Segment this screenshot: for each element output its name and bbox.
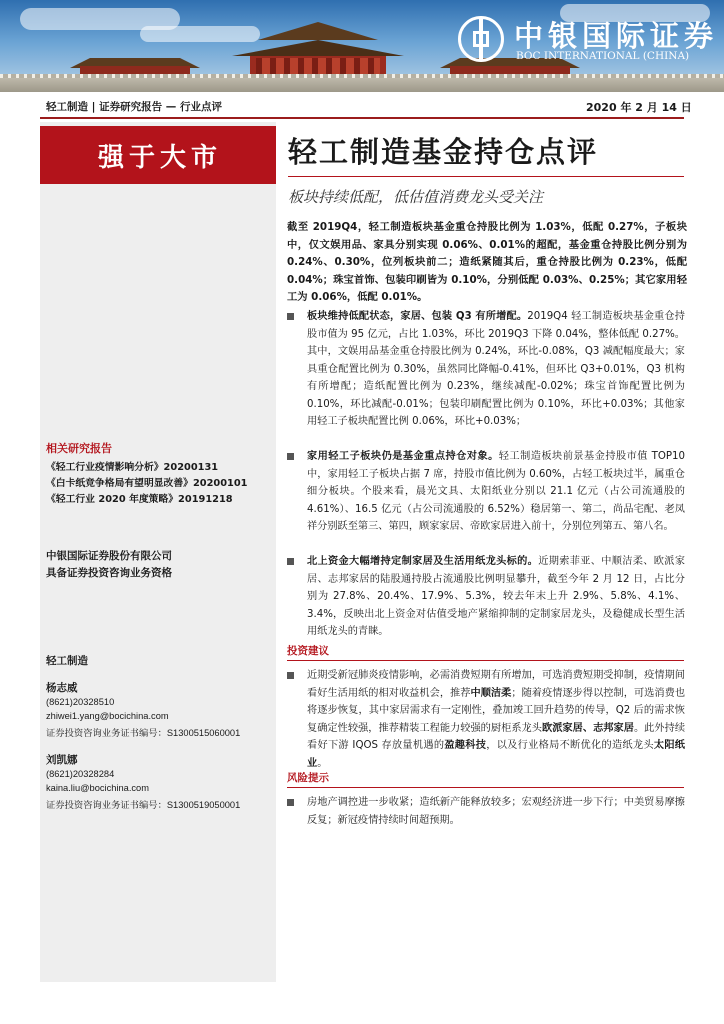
advice-stock: 中顺洁柔 — [470, 687, 512, 699]
brand-name-cn: 中银国际证券 — [514, 19, 719, 53]
analyst-name: 刘凯娜 — [46, 754, 78, 766]
advice-text: ；随着疫情逐步得以控制，可选消费也将逐步恢复，其中家居需求有一定刚性，叠加竣工回升趋势的传导，Q2 后的需求恢复确定性较强，推荐精装工程能力较强的厨柜系龙头 — [307, 687, 686, 734]
bullet-body: 近期索菲亚、中顺洁柔、欧派家居、志邦家居的陆股通持股占流通股比例明显攀升，截至今年 2 月 12 日，占比分别为 27.8%、20.4%、17.9%、5.3%，较去年末上升 2.9%、5.8%、4.1%、3.4%，反映出北上资金对估值受地产紧缩抑制的定制家居龙头，及稳健成长型生活用纸龙头的青睐。 — [307, 556, 686, 637]
report-title: 轻工制造基金持仓点评 — [288, 135, 599, 169]
risk-text: 房地产调控进一步收紧；造纸新产能释放较多；宏观经济进一步下行；中美贸易摩擦反复；新冠疫情持续时间超预期。 — [307, 797, 685, 826]
bullet-body: 2019Q4 轻工制造板块基金重仓持股市值为 95 亿元，占比 1.03%，环比 2019Q3 下降 0.04%，整体低配 0.27%。其中，文娱用品基金重仓持股比例为 0.24%，环比-0.08%，Q3 减配幅度最大；家具重仓配置比例为 0.30%，虽然同比降幅-0.41%，但环比 Q3+0.01%，Q3 机构有所增配；造纸配置比例为 0.23%，继续减配-0.02%；珠宝首饰配置比例为 0.10%，环比减配-0.01%；包装印刷配置比例为 0.10%，环比+0.03%；其他家用轻工子板块配置比例 0.06%，环比+0.03%； — [307, 311, 685, 427]
sector-label: 轻工制造 — [46, 655, 88, 667]
related-report-item[interactable]: 《轻工行业疫情影响分析》20200131 — [46, 462, 219, 473]
brand-name-en: BOC INTERNATIONAL (CHINA) — [516, 50, 690, 62]
breadcrumb: 轻工制造 | 证券研究报告 — 行业点评 — [46, 101, 222, 113]
related-report-item[interactable]: 《白卡纸竞争格局有望明显改善》20200101 — [46, 478, 248, 489]
advice-text: 。此外持续看好下游 IQOS 存放量机遇的 — [307, 722, 686, 751]
advice-stock: 盈趣科技 — [444, 740, 487, 751]
bullet-square-icon — [287, 799, 294, 806]
header-banner — [0, 0, 724, 92]
analyst-email[interactable]: zhiwei1.yang@bocichina.com — [46, 711, 169, 721]
analyst-phone: (8621)20328284 — [46, 769, 115, 779]
bullet-lead: 家用轻工子板块仍是基金重点持仓对象。 — [307, 451, 499, 462]
analyst-name: 杨志威 — [46, 682, 78, 694]
title-divider — [288, 176, 684, 177]
advice-text: ，以及行业格局不断优化的造纸龙头 — [486, 740, 654, 751]
advice-text: 近期受新冠肺炎疫情影响，必需消费短期有所增加，可选消费短期受抑制，疫情期间看好生活用纸的相对收益机会，推荐 — [307, 670, 685, 699]
report-date: 2020 年 2 月 14 日 — [586, 101, 692, 114]
analyst-email[interactable]: kaina.liu@bocichina.com — [46, 783, 149, 793]
risk-heading: 风险提示 — [287, 772, 329, 784]
rating-label: 强于大市 — [98, 143, 223, 173]
bullet-square-icon — [287, 313, 294, 320]
header-divider — [40, 117, 684, 119]
section-divider — [287, 787, 684, 788]
qualification: 具备证券投资咨询业务资格 — [46, 567, 172, 579]
bullet-square-icon — [287, 453, 294, 460]
advice-text: 。 — [317, 757, 328, 769]
company-name: 中银国际证券股份有限公司 — [46, 550, 172, 562]
advice-stock: 欧派家居、志邦家居 — [542, 722, 634, 734]
advice-stock: 太阳纸业 — [307, 740, 685, 769]
bullet-square-icon — [287, 558, 294, 565]
bullet-lead: 北上资金大幅增持定制家居及生活用纸龙头标的。 — [307, 556, 539, 567]
related-report-item[interactable]: 《轻工行业 2020 年度策略》20191218 — [46, 494, 233, 505]
analyst-license: 证券投资咨询业务证书编号：S1300519050001 — [46, 800, 241, 810]
analyst-license: 证券投资咨询业务证书编号：S1300515060001 — [46, 728, 241, 738]
related-reports-title: 相关研究报告 — [46, 442, 112, 455]
palace-roof — [258, 22, 378, 40]
section-divider — [287, 660, 684, 661]
bullet-body: 轻工制造板块前景基金持股市值 TOP10 中，家用轻工子板块占据 7 席，持股市值比例为 0.60%，占轻工板块过半，属重仓细分板块。个股来看，晨光文具、太阳纸业分别以 21.1 亿元（占公司流通股的 4.61%）、16.5 亿元（占公司流通股的 6.52%）稳居第一、第二，尚品宅配、老凤祥分别跃至第三、第四，顾家家居、帝欧家居进入前十，分别位列第五、第八名。 — [307, 451, 685, 532]
report-subtitle: 板块持续低配，低估值消费龙头受关注 — [288, 188, 544, 206]
investment-heading: 投资建议 — [287, 645, 329, 657]
bullet-square-icon — [287, 672, 294, 679]
rating-badge — [40, 126, 276, 184]
analyst-phone: (8621)20328510 — [46, 697, 115, 707]
bullet-lead: 板块维持低配状态，家居、包装 Q3 有所增配。 — [307, 311, 528, 322]
report-summary: 截至 2019Q4，轻工制造板块基金重仓持股比例为 1.03%，低配 0.27%，子板块中，仅文娱用品、家具分别实现 0.06%、0.01%的超配，基金重仓持股比例分别为 0.24%、0.30%，位列板块前二；造纸紧随其后，重仓持股比例为 0.23%，低配 0.04%；珠宝首饰、包装印刷皆为 0.10%，分别低配 0.03%、0.25%；其它家用轻工为 0.06%，低配 0.01%。 — [287, 221, 687, 303]
